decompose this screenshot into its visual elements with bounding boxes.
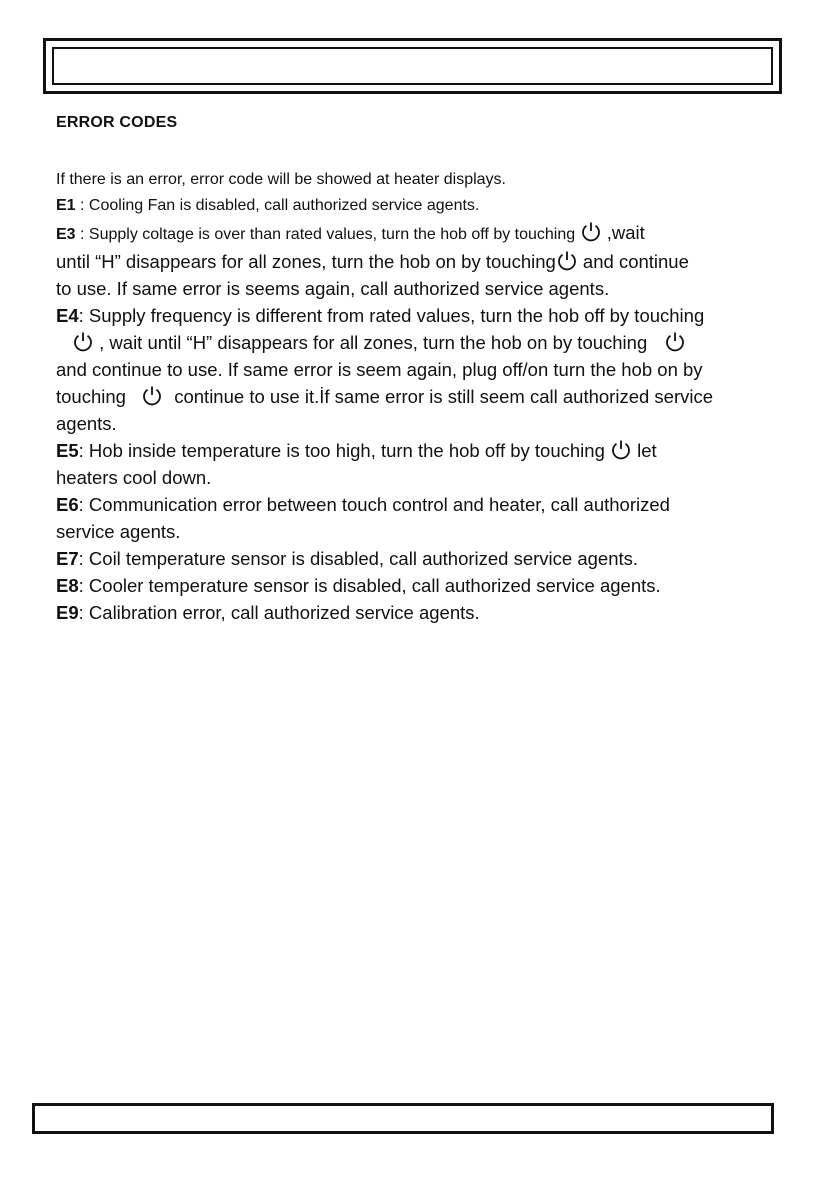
error-e7-text: : Coil temperature sensor is disabled, call authorized service agents. xyxy=(78,548,639,569)
error-e3-line2 xyxy=(56,248,786,275)
error-e4-text-4b: continue to use it.İf same error is still seem call authorized service xyxy=(169,386,714,407)
power-icon xyxy=(610,439,632,461)
error-e4-line5: agents. xyxy=(56,413,117,434)
error-e4-text-2a: , wait until “H” disappears for all zones, turn the hob on by touching xyxy=(94,332,653,353)
error-e6-text-1: : Communication error between touch control and heater, call authorized xyxy=(78,494,670,515)
error-e1-text: : Cooling Fan is disabled, call authorized service agents. xyxy=(75,197,480,214)
power-icon xyxy=(72,331,94,353)
error-e3-text-2b: and continue xyxy=(577,251,689,272)
error-code-e9: E9 xyxy=(56,602,79,623)
error-e9 xyxy=(56,599,786,626)
error-e5-text-1a: : Hob inside temperature is too high, turn the hob off by touching xyxy=(78,440,610,461)
error-code-e7: E7 xyxy=(56,548,79,569)
error-e4-line1 xyxy=(56,302,786,329)
error-code-e1: E1 xyxy=(56,197,76,214)
error-e6-line2: service agents. xyxy=(56,521,181,542)
error-e4-line3: and continue to use. If same error is seem again, plug off/on turn the hob on by xyxy=(56,359,703,380)
error-e3-text-1a: : Supply coltage is over than rated values, turn the hob off by touching xyxy=(75,226,580,243)
power-icon xyxy=(556,250,578,272)
error-code-e3: E3 xyxy=(56,226,76,243)
section-heading: ERROR CODES xyxy=(56,114,178,131)
error-e5-text-1b: let xyxy=(632,440,657,461)
error-e4-line4 xyxy=(56,383,786,410)
error-e3-text-2a: until “H” disappears for all zones, turn the hob on by touching xyxy=(56,251,556,272)
error-code-e4: E4 xyxy=(56,305,79,326)
error-e8 xyxy=(56,572,786,599)
error-e9-text: : Calibration error, call authorized service agents. xyxy=(78,602,480,623)
error-e5-line2: heaters cool down. xyxy=(56,467,212,488)
error-e8-text: : Cooler temperature sensor is disabled, call authorized service agents. xyxy=(78,575,661,596)
footer-frame xyxy=(32,1103,774,1134)
intro-text: If there is an error, error code will be showed at heater displays. xyxy=(56,171,506,188)
error-codes-section xyxy=(56,114,786,626)
error-e6-line1 xyxy=(56,491,786,518)
error-e4-text-1: : Supply frequency is different from rated values, turn the hob off by touching xyxy=(78,305,705,326)
error-e5-line1 xyxy=(56,437,786,464)
header-frame xyxy=(43,38,782,94)
error-code-e8: E8 xyxy=(56,575,79,596)
power-icon xyxy=(580,221,602,243)
error-e4-text-4a: touching xyxy=(56,386,132,407)
error-code-e6: E6 xyxy=(56,494,79,515)
error-e4-line2 xyxy=(56,329,786,356)
error-e3-text-1b: ,wait xyxy=(601,222,645,243)
power-icon xyxy=(141,385,163,407)
error-e1 xyxy=(56,193,786,219)
header-frame-inner xyxy=(52,47,773,85)
power-icon xyxy=(664,331,686,353)
error-e3-line3: to use. If same error is seems again, call authorized service agents. xyxy=(56,278,610,299)
error-code-e5: E5 xyxy=(56,440,79,461)
error-e3-line1 xyxy=(56,219,786,248)
error-e7 xyxy=(56,545,786,572)
